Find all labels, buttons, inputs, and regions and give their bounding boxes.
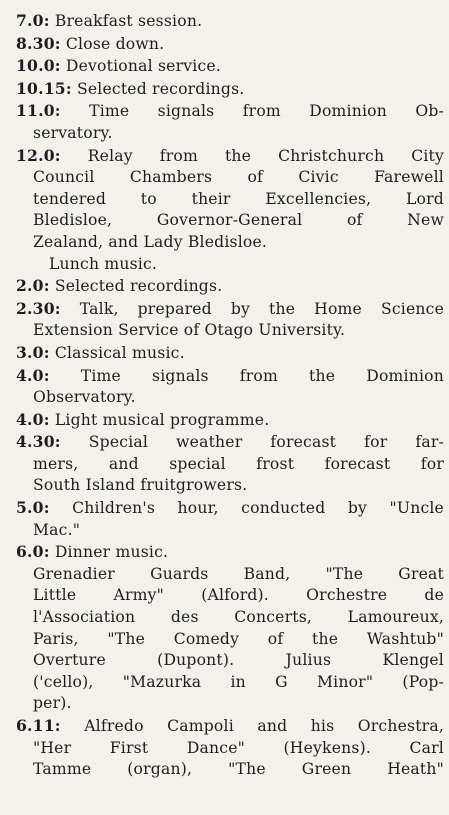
entry-continuation [16, 585, 444, 607]
entry-text: per). [33, 694, 72, 713]
entry-continuation [16, 759, 444, 781]
entry-3-0 [16, 342, 444, 365]
time-label: 7.0: [16, 11, 50, 30]
entry-text: Time signals from the Dominion [49, 366, 444, 385]
programme-column [16, 10, 444, 781]
entry-text: Mac." [33, 520, 81, 539]
entry-continuation [16, 475, 444, 497]
time-label: 6.11: [16, 716, 61, 735]
entry-continuation [16, 232, 444, 254]
entry-text: Overture (Dupont). Julius Klengel [33, 651, 444, 670]
entry-text: Grenadier Guards Band, "The Great [33, 564, 444, 583]
entry-text: South Island fruitgrowers. [33, 476, 248, 495]
entry-text: Bledisloe, Governor-General of New [33, 211, 444, 230]
entry-continuation [16, 693, 444, 715]
entry-continuation [16, 167, 444, 189]
entry-text: ('cello), "Mazurka in G Minor" (Pop- [33, 672, 444, 691]
entry-11-0 [16, 100, 444, 123]
time-label: 5.0: [16, 498, 50, 518]
entry-5-0 [16, 497, 444, 520]
entry-text: l'Association des Concerts, Lamoureux, [33, 608, 444, 627]
entry-continuation [16, 672, 444, 694]
entry-continuation [16, 520, 444, 542]
entry-text: Council Chambers of Civic Farewell [33, 168, 444, 187]
entry-text: Devotional service. [60, 57, 221, 76]
time-label: 11.0: [16, 101, 61, 121]
entry-text: Special weather forecast for far- [60, 433, 444, 452]
entry-10-0 [16, 55, 444, 78]
time-label: 6.0: [16, 542, 50, 562]
entry-text: Talk, prepared by the Home Science [60, 299, 444, 318]
time-label: 2.0: [16, 276, 50, 296]
time-label: 3.0: [16, 342, 50, 362]
entry-2-0 [16, 275, 444, 298]
entry-continuation [16, 650, 444, 672]
entry-text: Extension Service of Otago University. [33, 321, 346, 340]
entry-7-0 [16, 10, 444, 33]
entry-text: "Her First Dance" (Heykens). Carl [33, 738, 444, 757]
entry-continuation [16, 210, 444, 232]
time-label: 4.0: [16, 365, 50, 385]
entry-text: Time signals from Dominion Ob- [60, 102, 444, 121]
entry-text: servatory. [33, 123, 113, 142]
entry-6-11 [16, 715, 444, 738]
entry-text: Children's hour, conducted by "Uncle [49, 499, 444, 518]
entry-text: Light musical programme. [49, 410, 270, 429]
time-label: 4.30: [16, 432, 61, 452]
entry-6-0 [16, 541, 444, 564]
entry-4-30 [16, 431, 444, 454]
entry-text: Paris, "The Comedy of the Washtub" [33, 629, 444, 648]
entry-text: Lunch music. [49, 254, 158, 273]
time-label: 12.0: [16, 145, 61, 165]
entry-text: Classical music. [49, 343, 185, 362]
entry-continuation [16, 738, 444, 760]
time-label: 4.0: [16, 409, 50, 429]
time-label: 8.30: [16, 33, 61, 53]
time-label: 10.0: [16, 56, 61, 76]
entry-12-0 [16, 145, 444, 168]
entry-continuation [16, 564, 444, 586]
entry-text: Dinner music. [49, 543, 169, 562]
entry-continuation [16, 454, 444, 476]
entry-text: Alfredo Campoli and his Orchestra, [60, 717, 444, 735]
entry-text: Close down. [60, 34, 165, 53]
entry-continuation [16, 189, 444, 211]
time-label: 10.15: [16, 78, 72, 98]
entry-8-30 [16, 33, 444, 56]
entry-4-0-time-signals [16, 365, 444, 388]
entry-text: Observatory. [33, 388, 136, 407]
entry-text: Selected recordings. [49, 277, 223, 296]
entry-text: Breakfast session. [49, 12, 203, 30]
entry-text: Zealand, and Lady Bledisloe. [33, 232, 268, 251]
entry-continuation [16, 607, 444, 629]
entry-continuation [16, 629, 444, 651]
entry-text: Relay from the Christchurch City [60, 146, 444, 165]
entry-10-15 [16, 78, 444, 101]
entry-text: Tamme (organ), "The Green Heath" [33, 760, 444, 779]
entry-text: Little Army" (Alford). Orchestre de [33, 586, 444, 605]
entry-text: tendered to their Excellencies, Lord [33, 189, 444, 208]
entry-lunch-music [16, 254, 444, 276]
entry-text: mers, and special frost forecast for [33, 454, 444, 473]
entry-continuation [16, 320, 444, 342]
time-label: 2.30: [16, 298, 61, 318]
entry-continuation [16, 387, 444, 409]
entry-4-0-light-music [16, 409, 444, 432]
entry-continuation [16, 123, 444, 145]
entry-2-30 [16, 298, 444, 321]
entry-text: Selected recordings. [71, 79, 245, 98]
